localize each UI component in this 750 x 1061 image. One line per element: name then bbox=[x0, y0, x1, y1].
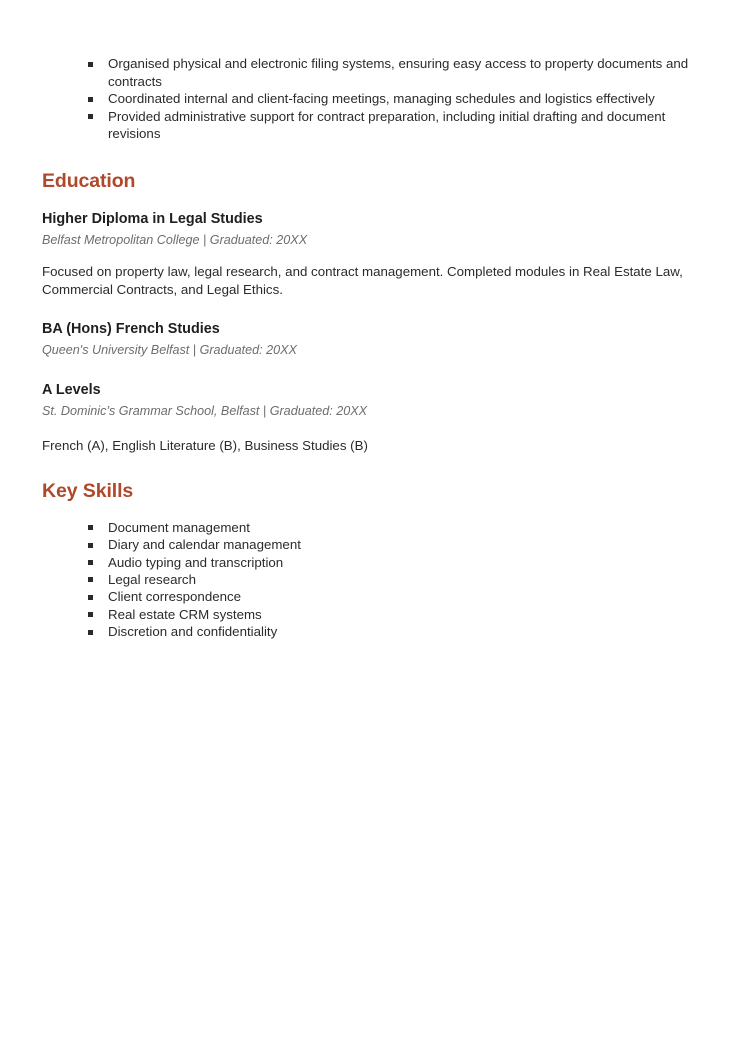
experience-bullet-list bbox=[42, 55, 702, 143]
list-item bbox=[42, 606, 702, 623]
skill-text: Audio typing and transcription bbox=[108, 554, 284, 570]
key-skills-container bbox=[42, 519, 702, 641]
key-skills-list bbox=[42, 519, 702, 641]
skill-text: Real estate CRM systems bbox=[108, 606, 262, 622]
list-item bbox=[42, 519, 702, 536]
skill-text: Document management bbox=[108, 519, 250, 535]
section-heading-key-skills: Key Skills bbox=[42, 479, 134, 502]
list-item bbox=[42, 536, 702, 553]
education-grades: French (A), English Literature (B), Business Studies (B) bbox=[42, 438, 368, 454]
list-item bbox=[42, 108, 702, 143]
education-description: Focused on property law, legal research, and contract management. Completed modules in Real Estate Law, Commercial Contracts, and Legal Ethics. bbox=[42, 263, 683, 297]
education-school-line: St. Dominic’s Grammar School, Belfast | Graduated: 20XX bbox=[42, 404, 368, 419]
education-school-line: Belfast Metropolitan College | Graduated: 20XX bbox=[42, 232, 308, 247]
resume-content bbox=[42, 55, 702, 641]
skill-text: Client correspondence bbox=[108, 589, 242, 605]
list-item bbox=[42, 623, 702, 640]
section-heading-education: Education bbox=[42, 169, 136, 192]
education-entry bbox=[42, 381, 702, 455]
education-entry bbox=[42, 210, 702, 298]
list-item bbox=[42, 571, 702, 588]
experience-bullet-text: Coordinated internal and client-facing meetings, managing schedules and logistics effectively bbox=[108, 91, 655, 107]
square-bullet-icon bbox=[88, 595, 93, 600]
square-bullet-icon bbox=[88, 62, 93, 67]
experience-bullet-text: Provided administrative support for contract preparation, including initial drafting and document revisions bbox=[108, 108, 666, 142]
square-bullet-icon bbox=[88, 577, 93, 582]
square-bullet-icon bbox=[88, 543, 93, 548]
square-bullet-icon bbox=[88, 114, 93, 119]
square-bullet-icon bbox=[88, 612, 93, 617]
education-degree-title: Higher Diploma in Legal Studies bbox=[42, 210, 263, 227]
square-bullet-icon bbox=[88, 525, 93, 530]
education-degree-title: BA (Hons) French Studies bbox=[42, 321, 220, 338]
list-item bbox=[42, 90, 702, 108]
skill-text: Legal research bbox=[108, 571, 196, 587]
square-bullet-icon bbox=[88, 97, 93, 102]
list-item bbox=[42, 554, 702, 571]
square-bullet-icon bbox=[88, 560, 93, 565]
education-school-line: Queen's University Belfast | Graduated: 20XX bbox=[42, 343, 297, 358]
education-degree-title: A Levels bbox=[42, 382, 101, 399]
education-entry bbox=[42, 320, 702, 359]
skill-text: Discretion and confidentiality bbox=[108, 624, 278, 640]
list-item bbox=[42, 588, 702, 605]
list-item bbox=[42, 55, 702, 90]
experience-bullet-text: Organised physical and electronic filing systems, ensuring easy access to property documents and contracts bbox=[108, 56, 689, 89]
square-bullet-icon bbox=[88, 630, 93, 635]
skill-text: Diary and calendar management bbox=[108, 537, 301, 553]
